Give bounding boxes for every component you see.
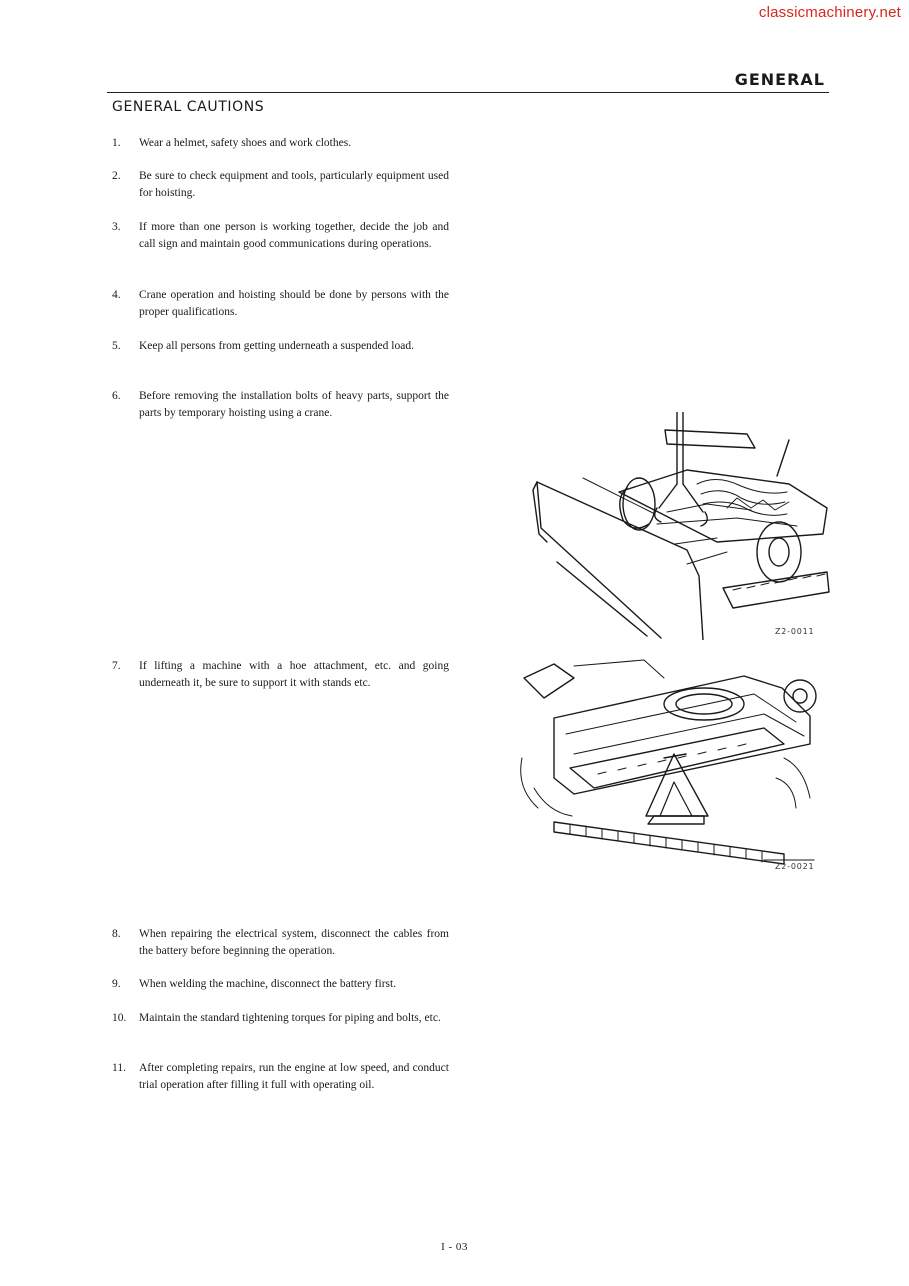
section-title: GENERAL [734,70,825,89]
item-number: 11. [112,1062,126,1074]
machine-on-stand-illustration [514,658,822,870]
item-number: 1. [112,137,121,149]
page-number: I - 03 [441,1241,468,1253]
figure-code: Z2-0021 [775,862,815,871]
list-item [112,338,449,355]
figure-code: Z2-0011 [775,627,815,636]
item-text: Keep all persons from getting underneath a suspended load. [139,340,414,352]
item-number: 4. [112,289,121,301]
list-item [112,168,449,202]
item-number: 7. [112,660,121,672]
item-number: 3. [112,221,121,233]
item-number: 8. [112,928,121,940]
item-text: When repairing the electrical system, disconnect the cables from the battery before beginning the operation. [139,928,449,957]
crane-hoisting-illustration [527,412,831,640]
list-item [112,1010,449,1027]
list-item [112,1060,449,1094]
item-text: Be sure to check equipment and tools, particularly equipment used for hoisting. [139,170,449,199]
list-item [112,219,449,253]
list-item [112,926,449,960]
item-text: Wear a helmet, safety shoes and work clothes. [139,137,352,149]
item-text: If more than one person is working together, decide the job and call sign and maintain good communications during operations. [139,221,449,250]
item-number: 6. [112,390,121,402]
header-rule [107,92,829,93]
page-heading: GENERAL CAUTIONS [112,99,265,115]
item-number: 2. [112,170,121,182]
item-text: Before removing the installation bolts of heavy parts, support the parts by temporary hoisting using a crane. [139,390,449,419]
item-number: 10. [112,1012,127,1024]
list-item [112,135,449,152]
list-item [112,388,449,422]
item-text: After completing repairs, run the engine at low speed, and conduct trial operation after filling it full with operating oil. [139,1062,449,1091]
item-text: Crane operation and hoisting should be done by persons with the proper qualifications. [139,289,449,318]
list-item [112,287,449,321]
item-number: 5. [112,340,121,352]
watermark: classicmachinery.net [758,4,901,21]
item-number: 9. [112,978,121,990]
list-item [112,976,449,993]
item-text: When welding the machine, disconnect the battery first. [139,978,397,990]
item-text: Maintain the standard tightening torques for piping and bolts, etc. [139,1012,441,1024]
list-item [112,658,449,692]
item-text: If lifting a machine with a hoe attachment, etc. and going underneath it, be sure to support it with stands etc. [139,660,449,689]
